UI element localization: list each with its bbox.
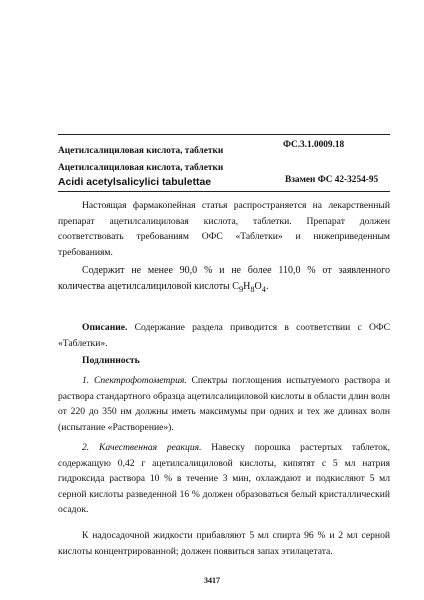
quality-text: Навеску порошка растертых таблеток, содержащую 0,42 г ацетилсалициловой кислоты, кипятят с 5 мл натрия гидроксида раствора 10 % в течение 3 мин, охлаждают и подкисляют 5 мл серной кислоты разведенной 16 % должен образоваться белый кристаллический осадок.	[58, 442, 390, 516]
content-text: Содержит не менее 90,0 % и не более 110,0 % от заявленного количества ацетилсалициловой кислоты C	[58, 265, 390, 292]
supernatant-text: К надосадочной жидкости прибавляют 5 мл спирта 96 % и 2 мл серной кислоты концентрированной; должен появиться запах этилацетата.	[58, 530, 390, 557]
quality-label: 2. Качественная реакция.	[82, 442, 202, 453]
spectro-text: Спектры поглощения испытуемого раствора и раствора стандартного образца ацетилсалициловой кислоты в области длин волн от 220 до 350 нм должны иметь максимумы при одних и тех же длинах волн (испытание «Растворение»).	[58, 375, 390, 433]
monograph-number: ФС.3.1.0009.18	[283, 140, 345, 150]
page-number: 3417	[204, 576, 220, 585]
header-top-rule	[58, 134, 390, 135]
spectro-paragraph	[58, 373, 390, 435]
quality-paragraph	[58, 440, 390, 518]
title-latin: Acidi acetylsalicylici tabulettae	[58, 177, 212, 188]
spectro-label: 1. Спектрофотометрия.	[82, 375, 187, 386]
formula-h-sub: 8	[250, 284, 255, 294]
content-paragraph	[58, 263, 390, 297]
intro-text: Настоящая фармакопейная статья распространяется на лекарственный препарат ацетилсалициловая кислота, таблетки. Препарат должен соответствовать требованиям ОФС «Таблетки» и нижеприведенным требованиям.	[58, 200, 390, 258]
intro-paragraph	[58, 198, 390, 260]
formula-c-sub: 9	[238, 284, 244, 294]
description-label: Описание.	[82, 322, 128, 333]
title-russian: Ацетилсалициловая кислота, таблетки	[58, 146, 224, 156]
formula-o: O	[254, 280, 262, 292]
description-text: Содержание раздела приводится в соответствии с ОФС «Таблетки».	[58, 322, 390, 349]
formula-h: H	[243, 280, 251, 292]
authenticity-heading-block	[58, 353, 390, 369]
title-russian-repeat: Ацетилсалициловая кислота, таблетки	[58, 163, 224, 173]
authenticity-heading: Подлинность	[82, 355, 140, 366]
supernatant-paragraph	[58, 528, 390, 559]
description-paragraph	[58, 320, 390, 351]
formula-end: .	[265, 280, 269, 292]
replaces-note: Взамен ФС 42-3254-95	[285, 175, 379, 185]
header-bottom-rule	[58, 191, 390, 192]
formula-o-sub: 4	[261, 284, 266, 294]
